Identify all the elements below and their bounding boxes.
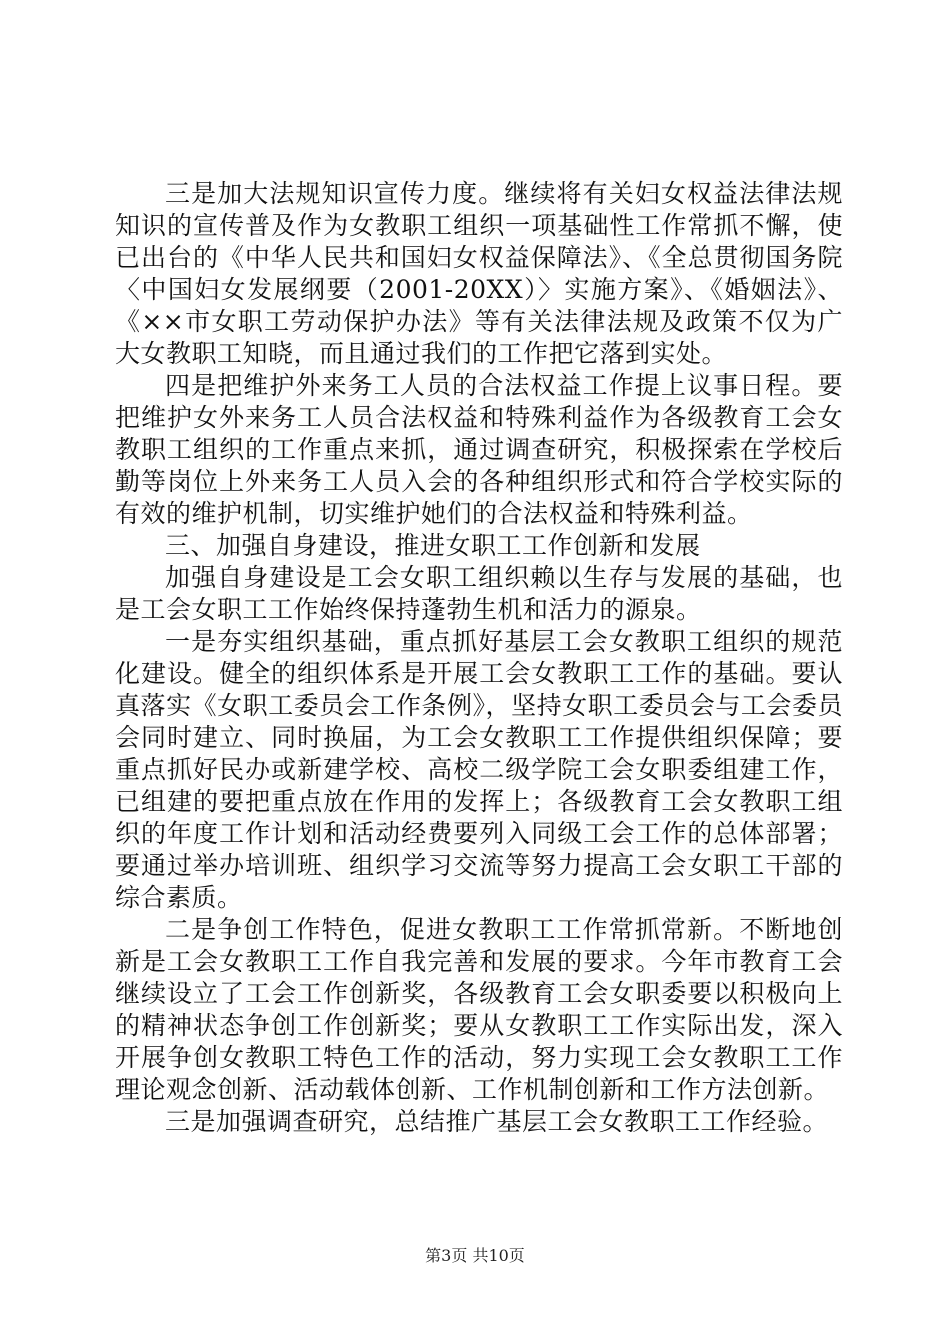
page-number-footer: 第3页 共10页 <box>425 1246 525 1265</box>
paragraph-migrant-workers: 四是把维护外来务工人员的合法权益工作提上议事日程。要把维护女外来务工人员合法权益和特殊利益作为各级教育工会女教职工组织的工作重点来抓，通过调查研究，积极探索在学校后勤等岗位上外来务工人员入会的各种组织形式和符合学校实际的有效的维护机制，切实维护她们的合法权益和特殊利益。 <box>115 371 843 528</box>
paragraph-self-building: 加强自身建设是工会女职工组织赖以生存与发展的基础，也是工会女职工工作始终保持蓬勃生机和活力的源泉。 <box>115 563 843 624</box>
paragraph-legal-publicity: 三是加大法规知识宣传力度。继续将有关妇女权益法律法规知识的宣传普及作为女教职工组织一项基础性工作常抓不懈，使已出台的《中华人民共和国妇女权益保障法》、《全总贯彻国务院〈中国妇女发展纲要（2001-20XX）〉实施方案》、《婚姻法》、《××市女职工劳动保护办法》等有关法律法规及政策不仅为广大女教职工知晓，而且通过我们的工作把它落到实处。 <box>115 179 843 368</box>
paragraph-organization-foundation: 一是夯实组织基础，重点抓好基层工会女教职工组织的规范化建设。健全的组织体系是开展工会女教职工工作的基础。要认真落实《女职工委员会工作条例》，坚持女职工委员会与工会委员会同时建立、同时换届，为工会女教职工工作提供组织保障；要重点抓好民办或新建学校、高校二级学院工会女职委组建工作，已组建的要把重点放在作用的发挥上；各级教育工会女教职工组织的年度工作计划和活动经费要列入同级工会工作的总体部署；要通过举办培训班、组织学习交流等努力提高工会女职工干部的综合素质。 <box>115 627 843 912</box>
section-heading: 三、加强自身建设，推进女职工工作创新和发展 <box>165 531 701 560</box>
paragraph-work-features: 二是争创工作特色，促进女教职工工作常抓常新。不断地创新是工会女教职工工作自我完善和发展的要求。今年市教育工会继续设立了工会工作创新奖，各级教育工会女职委要以积极向上的精神状态争创工作创新奖；要从女教职工工作实际出发，深入开展争创女教职工特色工作的活动，努力实现工会女教职工工作理论观念创新、活动载体创新、工作机制创新和工作方法创新。 <box>115 915 843 1104</box>
document-body <box>115 178 843 1138</box>
paragraph-research: 三是加强调查研究，总结推广基层工会女教职工工作经验。 <box>165 1107 829 1136</box>
